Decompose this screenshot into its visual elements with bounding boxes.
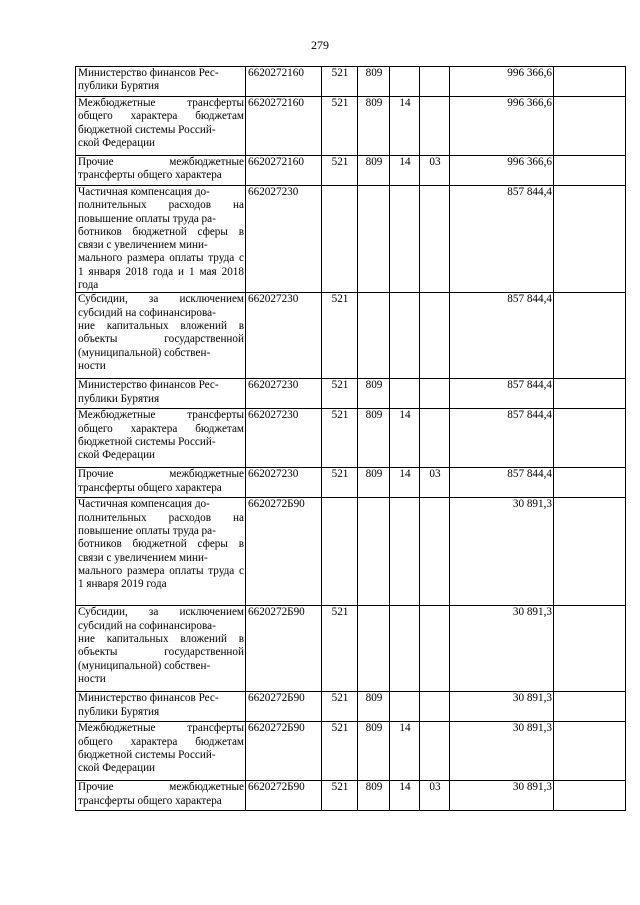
cell-name: Субсидии, за исключением субсидий на софинансирова- ние капитальных вложений в объекты государственной (муниципальной) собствен- ности: [76, 606, 246, 692]
cell-section: [390, 692, 420, 722]
cell-section: [390, 186, 420, 293]
cell-target-code: 6620272Б90: [246, 692, 322, 722]
cell-section: 14: [390, 781, 420, 811]
cell-target-code: 662027230: [246, 186, 322, 293]
cell-ministry-code: [358, 186, 390, 293]
table-row: [76, 293, 626, 379]
cell-expense-type: [322, 186, 358, 293]
cell-name: Частичная компенсация до- полнительных расходов на повышение оплаты труда ра- ботников бюджетной сферы в связи с увеличением мини- мального размера оплаты труда с 1 января 2019 года: [76, 498, 246, 606]
table-row: [76, 781, 626, 811]
cell-target-code: 6620272Б90: [246, 498, 322, 606]
cell-section: 14: [390, 156, 420, 186]
cell-ministry-code: [358, 498, 390, 606]
cell-expense-type: 521: [322, 606, 358, 692]
cell-target-code: 662027230: [246, 379, 322, 409]
cell-name: Прочие межбюджетные трансферты общего характера: [76, 468, 246, 498]
cell-subsection: [420, 498, 450, 606]
cell-subsection: [420, 67, 450, 97]
cell-ministry-code: 809: [358, 156, 390, 186]
cell-name: Прочие межбюджетные трансферты общего характера: [76, 156, 246, 186]
cell-ministry-code: 809: [358, 722, 390, 781]
table-row: [76, 67, 626, 97]
cell-name: Министерство финансов Рес- публики Бурятия: [76, 692, 246, 722]
cell-empty: [554, 468, 626, 498]
cell-target-code: 662027230: [246, 409, 322, 468]
table-row: [76, 379, 626, 409]
cell-target-code: 6620272Б90: [246, 722, 322, 781]
cell-section: 14: [390, 97, 420, 156]
cell-empty: [554, 692, 626, 722]
cell-target-code: 6620272160: [246, 156, 322, 186]
table-row: [76, 722, 626, 781]
cell-ministry-code: 809: [358, 692, 390, 722]
cell-name: Межбюджетные трансферты общего характера бюджетам бюджетной системы Россий- ской Федерации: [76, 409, 246, 468]
cell-expense-type: 521: [322, 781, 358, 811]
table-row: [76, 498, 626, 606]
cell-name: Министерство финансов Рес- публики Бурятия: [76, 379, 246, 409]
table-row: [76, 186, 626, 293]
budget-table: [75, 66, 626, 811]
cell-subsection: [420, 409, 450, 468]
cell-empty: [554, 293, 626, 379]
cell-empty: [554, 606, 626, 692]
cell-expense-type: 521: [322, 409, 358, 468]
table-row: [76, 97, 626, 156]
cell-ministry-code: 809: [358, 781, 390, 811]
cell-target-code: 6620272160: [246, 67, 322, 97]
cell-section: [390, 379, 420, 409]
cell-expense-type: 521: [322, 722, 358, 781]
cell-amount: 30 891,3: [450, 781, 554, 811]
cell-target-code: 662027230: [246, 468, 322, 498]
cell-subsection: [420, 606, 450, 692]
cell-expense-type: 521: [322, 156, 358, 186]
cell-amount: 857 844,4: [450, 186, 554, 293]
cell-target-code: 6620272Б90: [246, 781, 322, 811]
cell-expense-type: 521: [322, 379, 358, 409]
cell-empty: [554, 67, 626, 97]
cell-empty: [554, 498, 626, 606]
cell-section: [390, 67, 420, 97]
cell-ministry-code: 809: [358, 67, 390, 97]
cell-section: 14: [390, 468, 420, 498]
table-row: [76, 692, 626, 722]
cell-expense-type: 521: [322, 67, 358, 97]
page-number: 279: [311, 38, 329, 52]
cell-subsection: [420, 186, 450, 293]
cell-empty: [554, 781, 626, 811]
cell-subsection: [420, 722, 450, 781]
cell-ministry-code: 809: [358, 409, 390, 468]
cell-ministry-code: 809: [358, 468, 390, 498]
cell-empty: [554, 722, 626, 781]
cell-empty: [554, 156, 626, 186]
cell-amount: 996 366,6: [450, 156, 554, 186]
table-row: [76, 156, 626, 186]
cell-target-code: 6620272Б90: [246, 606, 322, 692]
cell-name: Межбюджетные трансферты общего характера бюджетам бюджетной системы Россий- ской Федерации: [76, 97, 246, 156]
cell-subsection: 03: [420, 781, 450, 811]
cell-amount: 857 844,4: [450, 379, 554, 409]
cell-section: 14: [390, 409, 420, 468]
cell-subsection: [420, 379, 450, 409]
cell-ministry-code: 809: [358, 379, 390, 409]
cell-section: [390, 498, 420, 606]
table-row: [76, 606, 626, 692]
cell-subsection: 03: [420, 468, 450, 498]
cell-amount: 30 891,3: [450, 722, 554, 781]
cell-section: [390, 293, 420, 379]
cell-section: 14: [390, 722, 420, 781]
cell-target-code: 6620272160: [246, 97, 322, 156]
cell-expense-type: 521: [322, 97, 358, 156]
table-row: [76, 468, 626, 498]
cell-name: Прочие межбюджетные трансферты общего характера: [76, 781, 246, 811]
table-row: [76, 409, 626, 468]
cell-expense-type: [322, 498, 358, 606]
cell-empty: [554, 409, 626, 468]
cell-empty: [554, 379, 626, 409]
cell-ministry-code: [358, 293, 390, 379]
cell-name: Частичная компенсация до- полнительных расходов на повышение оплаты труда ра- ботников бюджетной сферы в связи с увеличением мини- мального размера оплаты труда с 1 января 2018 года и 1 мая 2018 года: [76, 186, 246, 293]
cell-amount: 30 891,3: [450, 692, 554, 722]
cell-subsection: 03: [420, 156, 450, 186]
cell-section: [390, 606, 420, 692]
cell-ministry-code: [358, 606, 390, 692]
cell-ministry-code: 809: [358, 97, 390, 156]
cell-amount: 857 844,4: [450, 293, 554, 379]
cell-target-code: 662027230: [246, 293, 322, 379]
cell-amount: 857 844,4: [450, 468, 554, 498]
cell-amount: 30 891,3: [450, 498, 554, 606]
cell-amount: 996 366,6: [450, 67, 554, 97]
cell-name: Министерство финансов Рес- публики Бурятия: [76, 67, 246, 97]
cell-amount: 30 891,3: [450, 606, 554, 692]
cell-subsection: [420, 293, 450, 379]
cell-empty: [554, 186, 626, 293]
cell-name: Субсидии, за исключением субсидий на софинансирова- ние капитальных вложений в объекты государственной (муниципальной) собствен- ности: [76, 293, 246, 379]
cell-subsection: [420, 692, 450, 722]
cell-amount: 857 844,4: [450, 409, 554, 468]
cell-expense-type: 521: [322, 293, 358, 379]
cell-expense-type: 521: [322, 468, 358, 498]
cell-name: Межбюджетные трансферты общего характера бюджетам бюджетной системы Россий- ской Федерации: [76, 722, 246, 781]
cell-empty: [554, 97, 626, 156]
cell-subsection: [420, 97, 450, 156]
cell-amount: 996 366,6: [450, 97, 554, 156]
cell-expense-type: 521: [322, 692, 358, 722]
